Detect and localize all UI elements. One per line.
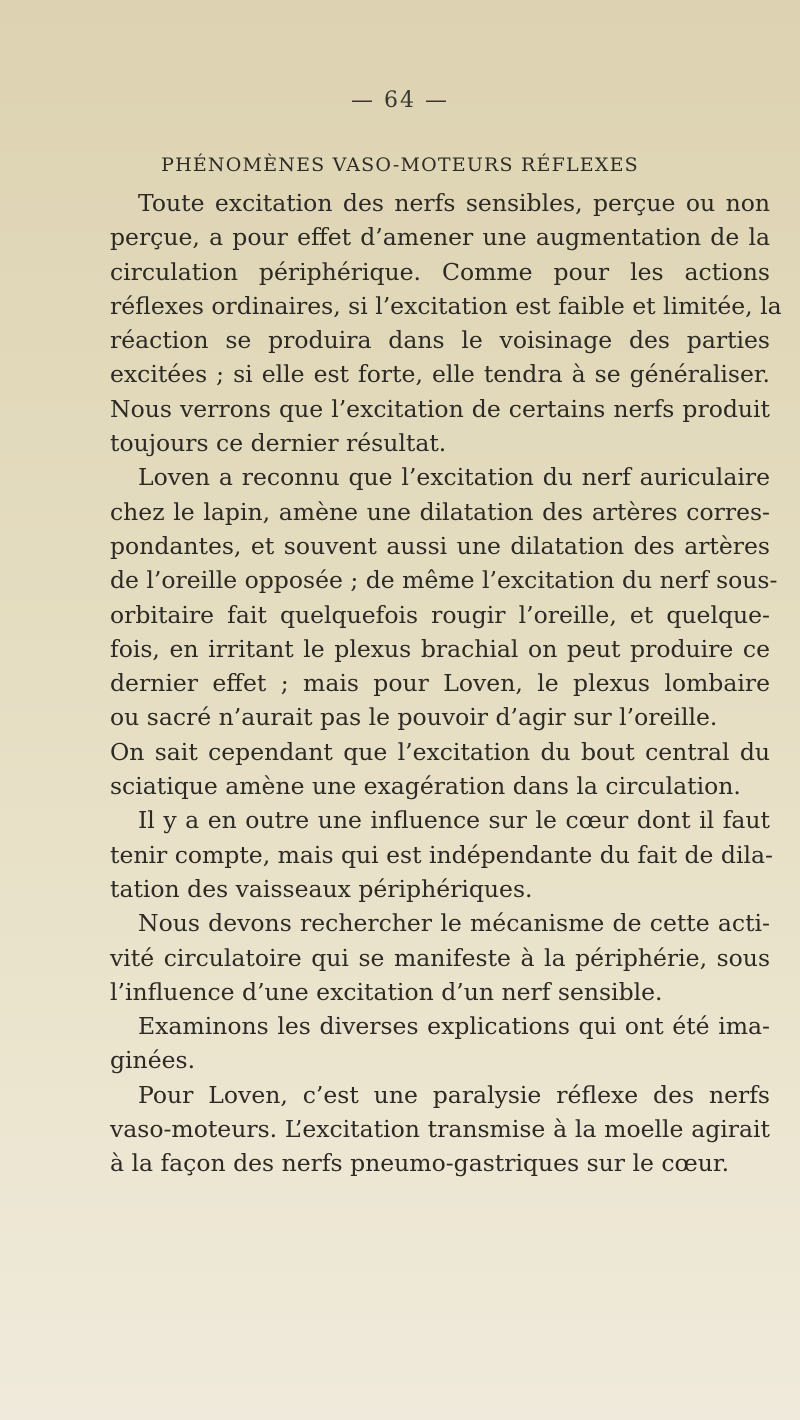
text-line: réflexes ordinaires, si l’excitation est faible et limitée, la	[110, 291, 782, 320]
text-line: Nous verrons que l’excitation de certains nerfs produit	[110, 394, 770, 423]
text-line: chez le lapin, amène une dilatation des artères corres-	[110, 497, 770, 526]
text-line: Examinons les diverses explications qui ont été ima-	[138, 1012, 770, 1041]
text-line: tenir compte, mais qui est indépendante du fait de dila-	[110, 840, 773, 869]
text-line: vaso-moteurs. L’excitation transmise à la moelle agirait	[110, 1115, 770, 1144]
text-line: pondantes, et souvent aussi une dilatation des artères	[110, 531, 770, 560]
text-line: Nous devons rechercher le mécanisme de cette acti-	[138, 909, 770, 938]
text-line: sciatique amène une exagération dans la circulation.	[110, 772, 741, 801]
text-line: vité circulatoire qui se manifeste à la périphérie, sous	[110, 943, 770, 972]
text-line: dernier effet ; mais pour Loven, le plexus lombaire	[110, 669, 770, 698]
text-line: ginées.	[110, 1046, 196, 1075]
chapter-title: PHÉNOMÈNES VASO-MOTEURS RÉFLEXES	[161, 154, 639, 176]
text-line: circulation périphérique. Comme pour les actions	[110, 257, 770, 286]
text-line: perçue, a pour effet d’amener une augmentation de la	[110, 223, 770, 252]
text-line: Loven a reconnu que l’excitation du nerf auriculaire	[138, 463, 770, 492]
text-line: de l’oreille opposée ; de même l’excitation du nerf sous-	[110, 566, 778, 595]
text-line: tation des vaisseaux périphériques.	[110, 874, 533, 903]
text-line: Pour Loven, c’est une paralysie réflexe des nerfs	[138, 1080, 770, 1109]
text-line: l’influence d’une excitation d’un nerf sensible.	[110, 977, 663, 1006]
text-line: à la façon des nerfs pneumo-gastriques sur le cœur.	[110, 1149, 730, 1178]
text-line: réaction se produira dans le voisinage des parties	[110, 326, 770, 355]
text-line: orbitaire fait quelquefois rougir l’oreille, et quelque-	[110, 600, 770, 629]
text-line: fois, en irritant le plexus brachial on peut produire ce	[110, 634, 770, 663]
text-line: Toute excitation des nerfs sensibles, perçue ou non	[138, 189, 770, 217]
text-line: ou sacré n’aurait pas le pouvoir d’agir sur l’oreille.	[110, 703, 718, 732]
page-number: — 64 —	[351, 88, 449, 113]
body-text	[110, 186, 782, 1181]
text-line: toujours ce dernier résultat.	[110, 429, 447, 458]
text-line: Il y a en outre une influence sur le cœur dont il faut	[138, 806, 770, 835]
text-line: excitées ; si elle est forte, elle tendra à se généraliser.	[110, 360, 770, 389]
text-line: On sait cependant que l’excitation du bout central du	[110, 737, 770, 766]
